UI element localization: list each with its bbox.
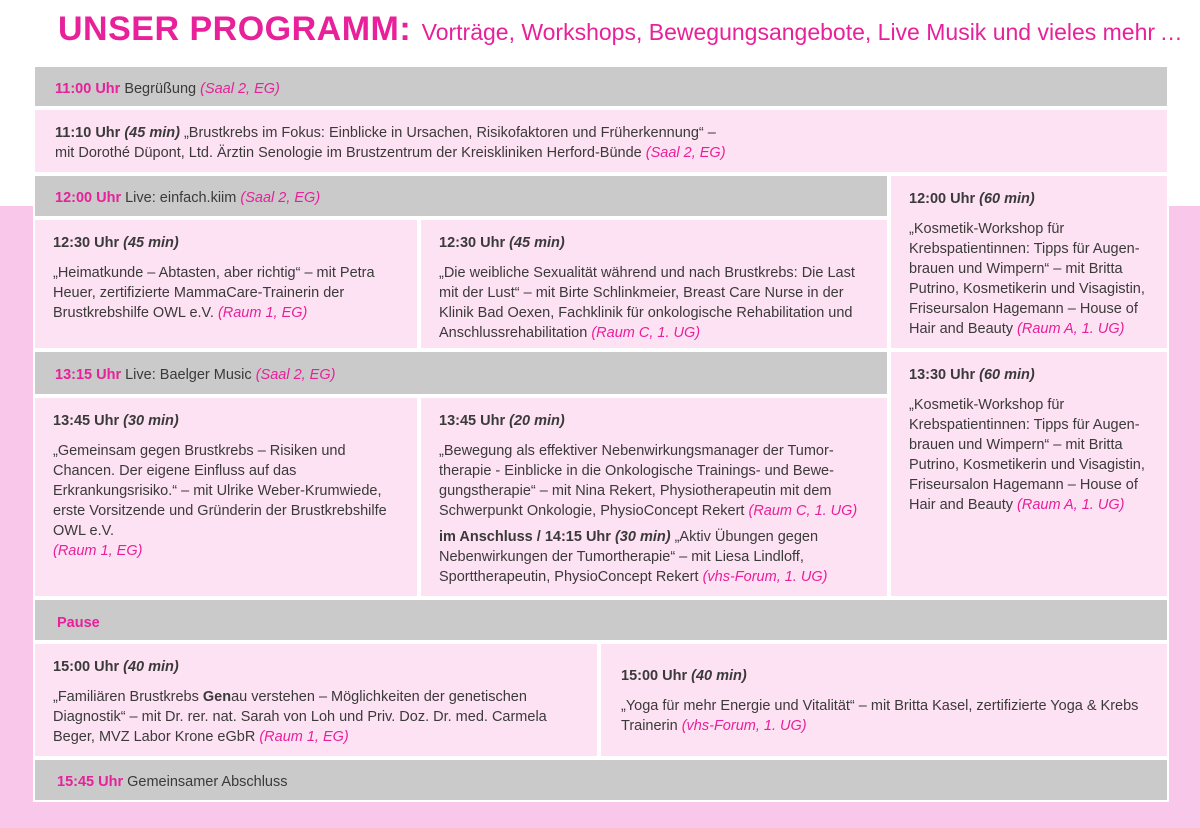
- slot-text: „Die weibliche Sexualität während und nach Brustkrebs: Die Last mit der Lust“ – mit Birte Schlinkmeier, Breast Care Nurse in der Klinik Bad Oexen, Fachklinik für onkologische Rehabilitation und Anschlussrehabilitation: [439, 265, 855, 341]
- slot-time: 12:30 Uhr: [53, 235, 120, 251]
- slot-location: (Raum A, 1. UG): [1017, 497, 1125, 513]
- slot-1500-b-box: [599, 642, 1169, 758]
- slot-text-line2: mit Dorothé Düpont, Ltd. Ärztin Senologie im Brustzentrum der Kreiskliniken Herford-Bünde: [55, 145, 646, 161]
- slot-text: „Brustkrebs im Fokus: Einblicke in Ursachen, Risikofaktoren und Früherkennung“ –: [179, 125, 716, 141]
- slot-text: Gemeinsamer Abschluss: [123, 774, 288, 790]
- slot-text-emphasis: Gen: [202, 689, 232, 705]
- page-subtitle: Vorträge, Workshops, Bewegungsangebote, Live Musik und vieles mehr …: [421, 19, 1183, 45]
- slot-time: 15:00 Uhr: [621, 668, 688, 684]
- pause-label: Pause: [57, 615, 100, 631]
- slot-duration: (40 min): [691, 668, 747, 684]
- slot-time: 12:00 Uhr: [55, 190, 122, 206]
- slot-time: 11:10 Uhr: [55, 125, 121, 141]
- slot-text: „Kosmetik-Workshop für Krebspatientinnen: Tipps für Augen-brauen und Wimpern“ – mit Britta Putrino, Kosmetikerin und Visagistin, Friseursalon Hagemann – House of Hair and Beauty: [909, 397, 1145, 513]
- slot-location: (Saal 2, EG): [255, 367, 336, 383]
- slot-duration: (30 min): [123, 413, 179, 429]
- slot-1110-box: [33, 108, 1169, 174]
- slot-1315-live-bar: [33, 350, 889, 396]
- slot-1345-a-box: [33, 396, 419, 598]
- slot-time: 13:15 Uhr: [55, 367, 122, 383]
- pause-bar: [33, 598, 1169, 642]
- page-header: [58, 10, 1183, 56]
- slot-duration: (60 min): [979, 191, 1035, 207]
- slot-duration: (45 min): [509, 235, 565, 251]
- slot-text-pre: „Familiären Brustkrebs: [53, 689, 203, 705]
- slot-duration: (40 min): [123, 659, 179, 675]
- slot-location: (Saal 2, EG): [200, 81, 280, 97]
- page-title: UNSER PROGRAMM:: [58, 10, 412, 48]
- slot-followup-duration: (30 min): [614, 529, 671, 545]
- slot-location: (Raum 1, EG): [53, 543, 143, 559]
- slot-location: (Raum C, 1. UG): [591, 325, 701, 341]
- slot-1500-a-box: [33, 642, 599, 758]
- slot-1200-workshop-box: [889, 174, 1169, 350]
- slot-followup-location: (vhs-Forum, 1. UG): [702, 569, 828, 585]
- slot-location: (Raum 1, EG): [217, 305, 308, 321]
- slot-text: Live: einfach.kiim: [121, 190, 241, 206]
- slot-followup-label: im Anschluss / 14:15 Uhr: [439, 529, 611, 545]
- slot-duration: (20 min): [509, 413, 565, 429]
- slot-time: 12:00 Uhr: [909, 191, 976, 207]
- slot-1230-b-box: [419, 218, 889, 350]
- slot-location: (Raum 1, EG): [259, 729, 349, 745]
- slot-location: (Raum C, 1. UG): [748, 503, 858, 519]
- slot-1345-b-box: [419, 396, 889, 598]
- slot-text-post: au verstehen – Möglichkeiten der genetischen Diagnostik“ – mit Dr. rer. nat. Sarah von Loh und Priv. Doz. Dr. med. Carmela Beger, MVZ Labor Krone eGbR: [53, 689, 547, 745]
- slot-1545-bar: [33, 758, 1169, 802]
- slot-time: 13:30 Uhr: [909, 367, 976, 383]
- slot-time: 12:30 Uhr: [439, 235, 506, 251]
- slot-followup-text: „Aktiv Übungen gegen Nebenwirkungen der Tumortherapie“ – mit Liesa Lindloff, Sporttherapeutin, PhysioConcept Rekert: [439, 529, 819, 585]
- slot-text: „Bewegung als effektiver Nebenwirkungsmanager der Tumor-therapie - Einblicke in die Onkologische Trainings- und Bewe-gungstherapie“ – mit Nina Rekert, Physiotherapeutin mit dem Schwerpunkt Onkologie, PhysioConcept Rekert: [439, 443, 834, 519]
- slot-duration: (60 min): [979, 367, 1035, 383]
- slot-text: Live: Baelger Music: [121, 367, 256, 383]
- slot-1100-bar: [33, 65, 1169, 108]
- slot-duration: (45 min): [123, 235, 179, 251]
- slot-1230-a-box: [33, 218, 419, 350]
- slot-text: „Gemeinsam gegen Brustkrebs – Risiken und Chancen. Der eigene Einfluss auf das Erkrankungsrisiko.“ – mit Ulrike Weber-Krumwiede, erste Vorsitzende und Gründerin der Brustkrebshilfe OWL e.V.: [53, 443, 387, 539]
- slot-text: Begrüßung: [120, 81, 201, 97]
- slot-time: 15:00 Uhr: [53, 659, 120, 675]
- slot-location: (Saal 2, EG): [240, 190, 321, 206]
- slot-duration: (45 min): [124, 125, 180, 141]
- slot-1330-workshop-box: [889, 350, 1169, 598]
- slot-time: 11:00 Uhr: [55, 81, 121, 97]
- slot-text: „Heimatkunde – Abtasten, aber richtig“ – mit Petra Heuer, zertifizierte MammaCare-Trainerin der Brustkrebshilfe OWL e.V.: [53, 265, 375, 321]
- slot-text: „Kosmetik-Workshop für Krebspatientinnen: Tipps für Augen-brauen und Wimpern“ – mit Britta Putrino, Kosmetikerin und Visagistin, Friseursalon Hagemann – House of Hair and Beauty: [909, 221, 1145, 337]
- slot-location: (Raum A, 1. UG): [1017, 321, 1125, 337]
- slot-location: (Saal 2, EG): [645, 145, 726, 161]
- slot-time: 13:45 Uhr: [439, 413, 506, 429]
- slot-1200-live-bar: [33, 174, 889, 218]
- slot-location: (vhs-Forum, 1. UG): [681, 718, 807, 734]
- slot-time: 15:45 Uhr: [57, 774, 124, 790]
- slot-text: „Yoga für mehr Energie und Vitalität“ – mit Britta Kasel, zertifizierte Yoga & Krebs Trainerin: [621, 698, 1139, 734]
- slot-time: 13:45 Uhr: [53, 413, 120, 429]
